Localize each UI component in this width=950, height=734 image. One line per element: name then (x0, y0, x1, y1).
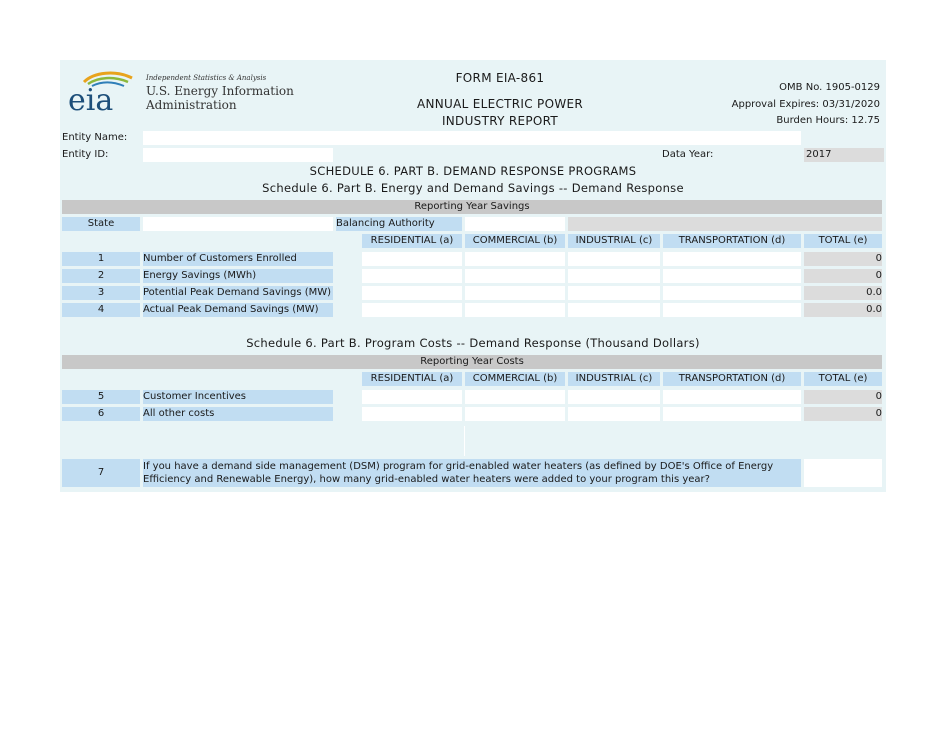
industrial-input[interactable] (568, 286, 660, 300)
entity-id-field[interactable] (143, 148, 333, 162)
omb-number: OMB No. 1905-0129 (779, 82, 880, 93)
residential-input[interactable] (362, 252, 462, 266)
col-header-industrial: INDUSTRIAL (c) (568, 234, 660, 248)
row-label: All other costs (143, 407, 333, 421)
row-number: 1 (62, 252, 140, 266)
row-label: Potential Peak Demand Savings (MW) (143, 287, 332, 298)
schedule-subtitle: Schedule 6. Part B. Energy and Demand Savings -- Demand Response (262, 181, 684, 195)
transportation-input[interactable] (663, 252, 801, 266)
industrial-input[interactable] (568, 303, 660, 317)
total-value: 0 (804, 252, 882, 266)
transportation-input[interactable] (663, 407, 801, 421)
logo-wordmark: eia (68, 83, 114, 114)
commercial-input[interactable] (465, 286, 565, 300)
col-header-industrial: INDUSTRIAL (c) (568, 372, 660, 386)
entity-id-label: Entity ID: (62, 149, 109, 160)
commercial-input[interactable] (465, 252, 565, 266)
approval-expires: Approval Expires: 03/31/2020 (731, 99, 880, 110)
balancing-authority-gray (568, 217, 882, 231)
transportation-input[interactable] (663, 269, 801, 283)
row-label: Actual Peak Demand Savings (MW) (143, 303, 333, 317)
col-header-commercial: COMMERCIAL (b) (465, 372, 565, 386)
total-value: 0.0 (804, 286, 882, 300)
commercial-input[interactable] (465, 390, 565, 404)
total-value: 0 (804, 269, 882, 283)
burden-hours: Burden Hours: 12.75 (776, 115, 880, 126)
row-label: Energy Savings (MWh) (143, 269, 333, 283)
form-id: FORM EIA-861 (455, 71, 545, 85)
question7-input[interactable] (804, 459, 882, 487)
data-year-label: Data Year: (662, 149, 714, 160)
balancing-authority-label: Balancing Authority (336, 217, 462, 231)
col-header-residential: RESIDENTIAL (a) (362, 234, 462, 248)
transportation-input[interactable] (663, 286, 801, 300)
entity-name-label: Entity Name: (62, 132, 128, 143)
costs-title: Schedule 6. Part B. Program Costs -- Demand Response (Thousand Dollars) (246, 336, 700, 350)
industrial-input[interactable] (568, 407, 660, 421)
industrial-input[interactable] (568, 390, 660, 404)
commercial-input[interactable] (465, 303, 565, 317)
report-title-line1: ANNUAL ELECTRIC POWER (416, 97, 584, 111)
row-label: Number of Customers Enrolled (143, 252, 333, 266)
savings-band: Reporting Year Savings (62, 200, 882, 214)
residential-input[interactable] (362, 286, 462, 300)
schedule-title: SCHEDULE 6. PART B. DEMAND RESPONSE PROGRAMS (309, 164, 637, 178)
question7-text: If you have a demand side management (DSM) program for grid-enabled water heaters (as defined by DOE's Office of Energy Efficiency and Renewable Energy), how many grid-enabled water heaters were added to your program this year? (143, 459, 801, 487)
form-sheet (60, 60, 886, 492)
entity-name-field[interactable] (143, 131, 801, 145)
residential-input[interactable] (362, 407, 462, 421)
eia-logo-icon (66, 68, 142, 114)
commercial-input[interactable] (465, 407, 565, 421)
col-header-commercial: COMMERCIAL (b) (465, 234, 565, 248)
commercial-input[interactable] (465, 269, 565, 283)
industrial-input[interactable] (568, 252, 660, 266)
transportation-input[interactable] (663, 390, 801, 404)
col-header-residential: RESIDENTIAL (a) (362, 372, 462, 386)
costs-band: Reporting Year Costs (62, 355, 882, 369)
row-number: 4 (62, 303, 140, 317)
agency-name-line2: Administration (146, 98, 237, 112)
agency-tagline: Independent Statistics & Analysis (146, 74, 267, 82)
data-year-value: 2017 (804, 148, 884, 162)
row-number: 2 (62, 269, 140, 283)
col-header-total: TOTAL (e) (804, 372, 882, 386)
residential-input[interactable] (362, 303, 462, 317)
divider (464, 426, 465, 456)
total-value: 0 (804, 407, 882, 421)
state-field[interactable] (143, 217, 333, 231)
row-number: 6 (62, 407, 140, 421)
transportation-input[interactable] (663, 303, 801, 317)
state-label: State (62, 217, 140, 231)
agency-name-line1: U.S. Energy Information (146, 84, 294, 98)
row-number: 3 (62, 286, 140, 300)
residential-input[interactable] (362, 269, 462, 283)
row-number: 7 (62, 459, 140, 487)
row-label: Customer Incentives (143, 390, 333, 404)
col-header-total: TOTAL (e) (804, 234, 882, 248)
report-title-line2: INDUSTRY REPORT (441, 114, 559, 128)
total-value: 0 (804, 390, 882, 404)
row-number: 5 (62, 390, 140, 404)
col-header-transportation: TRANSPORTATION (d) (663, 234, 801, 248)
industrial-input[interactable] (568, 269, 660, 283)
total-value: 0.0 (804, 303, 882, 317)
col-header-transportation: TRANSPORTATION (d) (663, 372, 801, 386)
balancing-authority-field[interactable] (465, 217, 565, 231)
residential-input[interactable] (362, 390, 462, 404)
